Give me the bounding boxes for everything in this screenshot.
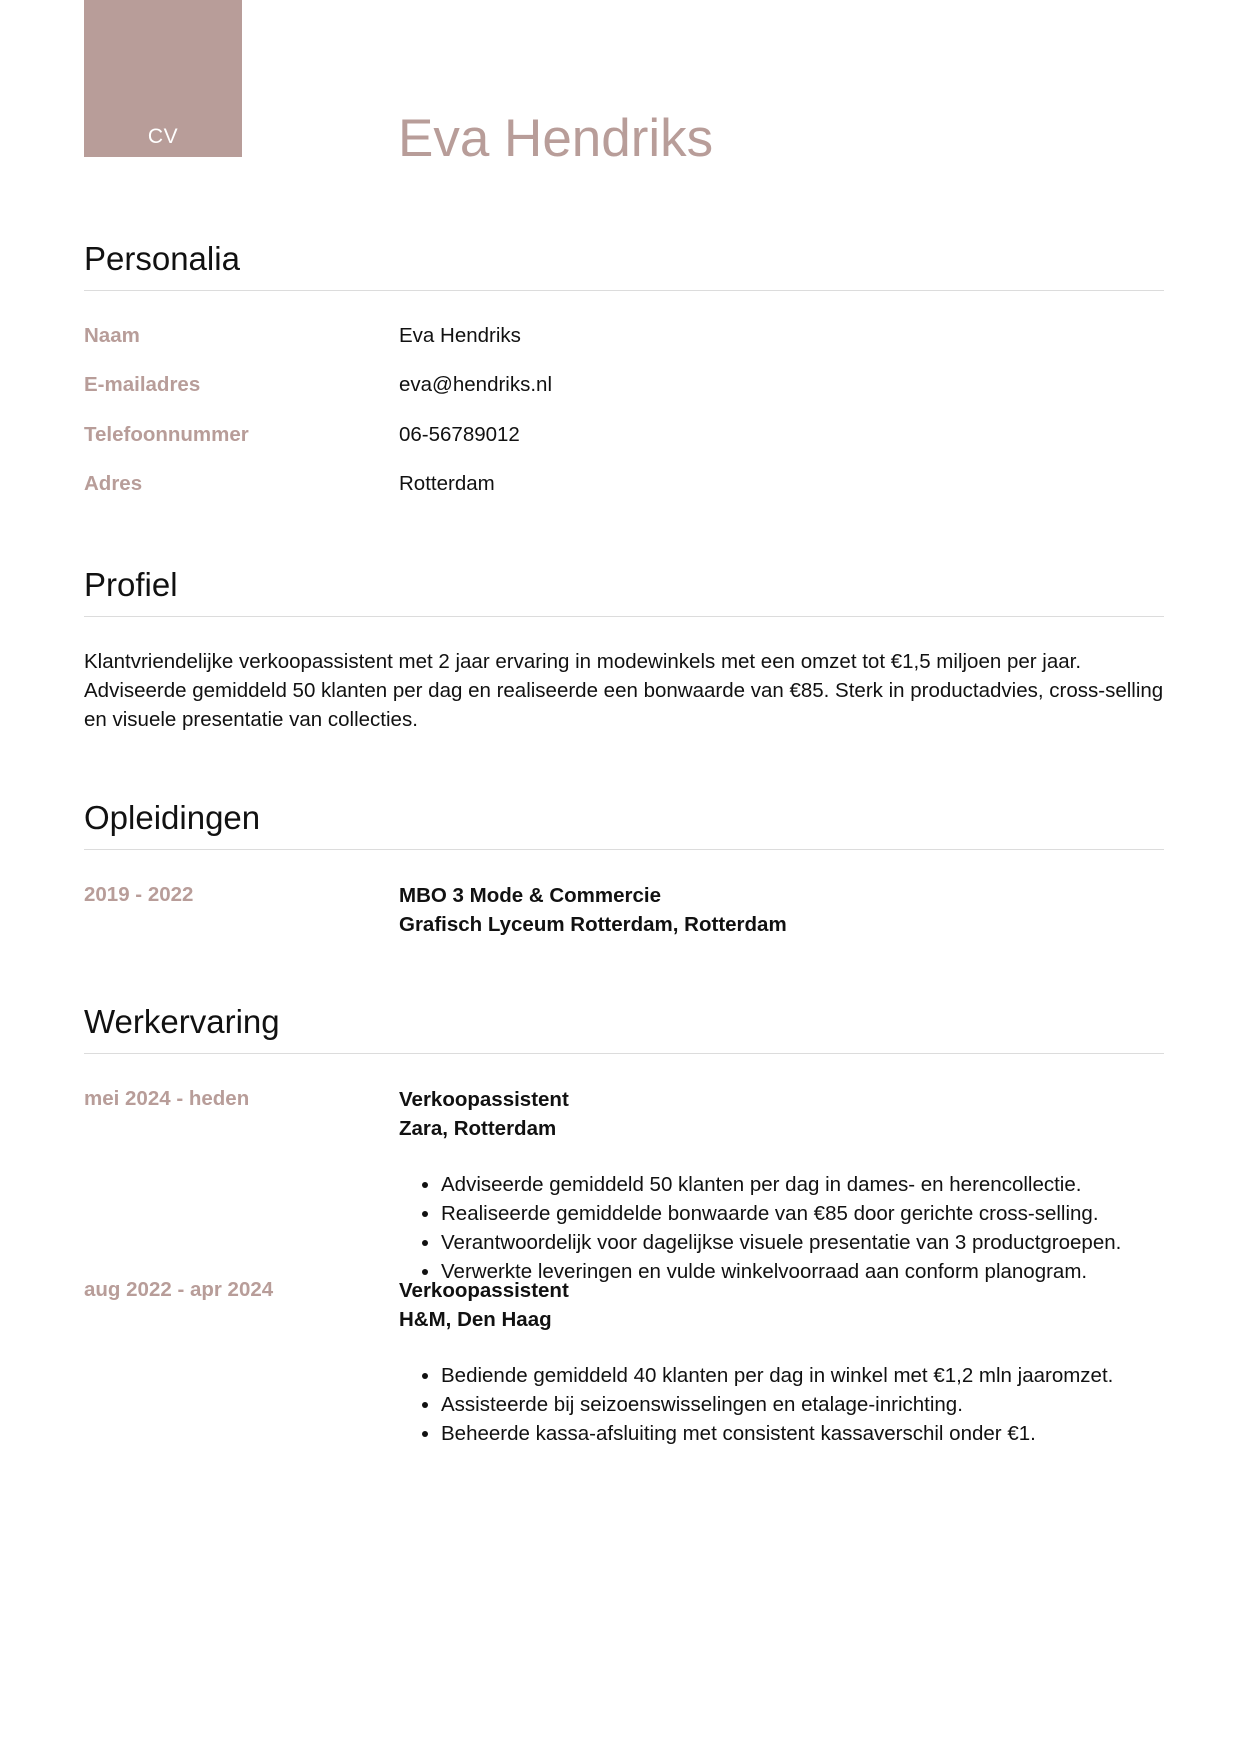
value-telefoon: 06-56789012 [399, 423, 520, 446]
section-profiel [84, 565, 1164, 734]
value-email[interactable]: eva@hendriks.nl [399, 373, 552, 396]
work-role: Verkoopassistent [399, 1279, 569, 1302]
education-period: 2019 - 2022 [84, 883, 194, 906]
label-email: E-mailadres [84, 373, 201, 396]
education-school: Grafisch Lyceum Rotterdam, Rotterdam [399, 913, 787, 936]
work-company: H&M, Den Haag [399, 1308, 552, 1331]
section-divider [84, 616, 1164, 617]
list-item: • Beheerde kassa-afsluiting met consistent kassaverschil onder €1. [441, 1419, 1164, 1448]
work-details [399, 1085, 1164, 1286]
list-item: • Verantwoordelijk voor dagelijkse visuele presentatie van 3 productgroepen. [441, 1228, 1164, 1257]
label-telefoon: Telefoonnummer [84, 423, 249, 446]
cv-badge [84, 0, 242, 157]
section-opleidingen [84, 798, 1164, 936]
list-item: • Realiseerde gemiddelde bonwaarde van €85 door gerichte cross-selling. [441, 1199, 1164, 1228]
education-entry [84, 850, 1164, 936]
work-entry [84, 1054, 1164, 1304]
list-item: • Bediende gemiddeld 40 klanten per dag in winkel met €1,2 mln jaaromzet. [441, 1361, 1164, 1390]
value-adres: Rotterdam [399, 472, 495, 495]
work-details [399, 1276, 1164, 1448]
work-entry [84, 1278, 1164, 1504]
profile-text: Klantvriendelijke verkoopassistent met 2 jaar ervaring in modewinkels met een omzet tot €1,5 miljoen per jaar. Adviseerde gemiddeld 50 klanten per dag en realiseerde een bonwaarde van €85. Sterk in productadvies, cross-selling en visuele presentatie van collecties. [84, 650, 1164, 731]
section-werkervaring [84, 1002, 1164, 1504]
candidate-name: Eva Hendriks [398, 109, 714, 168]
section-title-opleidingen: Opleidingen [84, 799, 261, 836]
work-bullets [399, 1361, 1164, 1448]
work-role: Verkoopassistent [399, 1088, 569, 1111]
list-item: • Assisteerde bij seizoenswisselingen en etalage-inrichting. [441, 1390, 1164, 1419]
list-item: • Verwerkte leveringen en vulde winkelvoorraad aan conform planogram. [441, 1257, 1164, 1286]
section-title-werkervaring: Werkervaring [84, 1003, 280, 1040]
label-naam: Naam [84, 324, 140, 347]
section-personalia [84, 239, 1164, 495]
label-adres: Adres [84, 472, 143, 495]
work-period: mei 2024 - heden [84, 1087, 250, 1110]
education-details [399, 881, 787, 939]
cv-badge-label: CV [147, 125, 179, 148]
work-company: Zara, Rotterdam [399, 1117, 557, 1140]
section-title-personalia: Personalia [84, 240, 240, 277]
section-title-profiel: Profiel [84, 566, 178, 603]
work-bullets [399, 1170, 1164, 1286]
list-item: • Adviseerde gemiddeld 50 klanten per dag in dames- en herencollectie. [441, 1170, 1164, 1199]
education-degree: MBO 3 Mode & Commercie [399, 884, 661, 907]
work-period: aug 2022 - apr 2024 [84, 1278, 274, 1301]
value-naam: Eva Hendriks [399, 324, 521, 347]
